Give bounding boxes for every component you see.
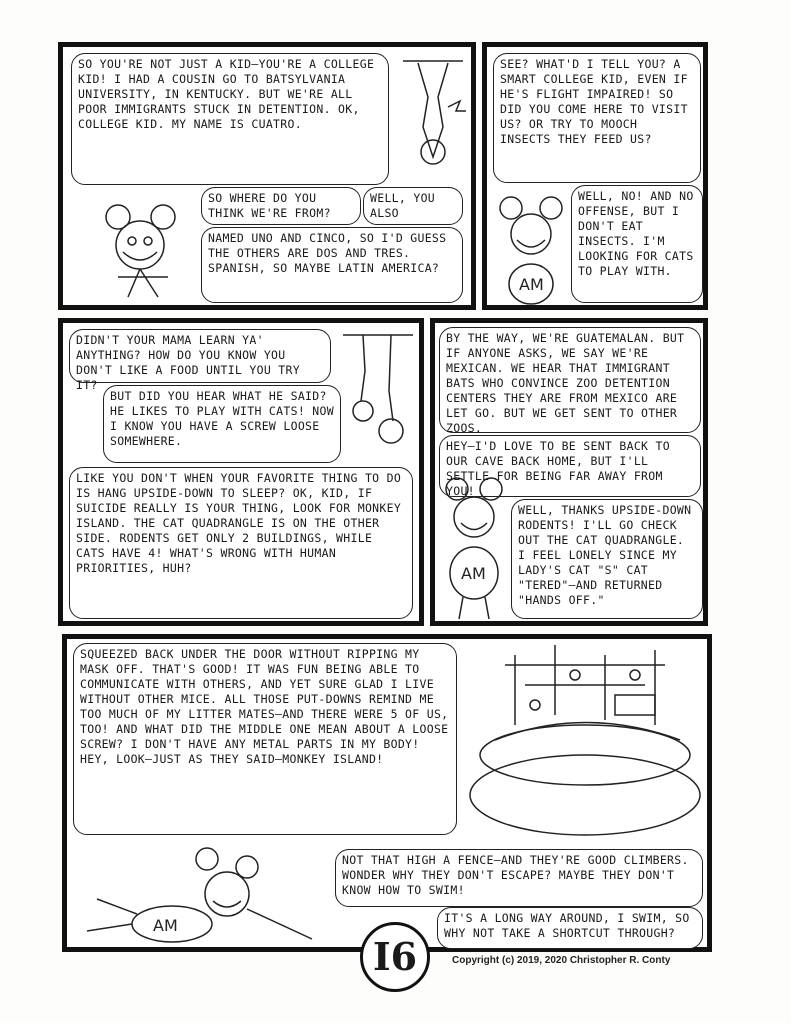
- panel-5-speech-bubble-2: IT'S A LONG WAY AROUND, I SWIM, SO WHY NOT TAKE A SHORTCUT THROUGH?: [437, 907, 703, 949]
- svg-text:AM: AM: [519, 275, 544, 294]
- panel-3-speech-bubble-2: BUT DID YOU HEAR WHAT HE SAID? HE LIKES TO PLAY WITH CATS! NOW I KNOW YOU HAVE A SCREW LOOSE SOMEWHERE.: [103, 385, 341, 463]
- panel-3: [58, 318, 424, 626]
- mouse-character-drawing: [495, 192, 570, 307]
- panel-3-speech-bubble-3: LIKE YOU DON'T WHEN YOUR FAVORITE THING TO DO IS HANG UPSIDE-DOWN TO SLEEP? OK, KID, IF SUICIDE REALLY IS YOUR THING, LOOK FOR MONKEY ISLAND. THE CAT QUADRANGLE IS ON THE OTHER SIDE. RODENTS GET ONLY 2 BUILDINGS, WHILE CATS HAVE 4! WHAT'S WRONG WITH HUMAN PRIORITIES, HUH?: [69, 467, 413, 619]
- panel-4-speech-bubble-1: BY THE WAY, WE'RE GUATEMALAN. BUT IF ANYONE ASKS, WE SAY WE'RE MEXICAN. WE HEAR THAT IMMIGRANT BATS WHO CONVINCE ZOO DETENTION CENTERS THEY ARE FROM MEXICO ARE LET GO. BUT WE GET SENT TO OTHER ZOOS.: [439, 327, 701, 433]
- panel-4-speech-bubble-2: HEY—I'D LOVE TO BE SENT BACK TO OUR CAVE BACK HOME, BUT I'LL SETTLE FOR BEING FAR AWAY FROM YOU!: [439, 435, 701, 497]
- mouse-lying-drawing: [77, 839, 327, 949]
- panel-3-speech-bubble-1: DIDN'T YOUR MAMA LEARN YA' ANYTHING? HOW DO YOU KNOW YOU DON'T LIKE A FOOD UNTIL YOU TRY IT?: [69, 329, 331, 383]
- panel-4: [430, 318, 708, 626]
- panel-5-speech-bubble-1: NOT THAT HIGH A FENCE—AND THEY'RE GOOD CLIMBERS. WONDER WHY THEY DON'T ESCAPE? MAYBE THEY DON'T KNOW HOW TO SWIM!: [335, 849, 703, 907]
- panel-1-speech-bubble-2: SO WHERE DO YOU THINK WE'RE FROM?: [201, 187, 361, 225]
- panel-1-speech-bubble-1: SO YOU'RE NOT JUST A KID—YOU'RE A COLLEGE KID! I HAD A COUSIN GO TO BATSYLVANIA UNIVERSITY, IN KENTUCKY. BUT WE'RE ALL POOR IMMIGRANTS STUCK IN DETENTION. OK, COLLEGE KID. MY NAME IS CUATRO.: [71, 53, 389, 185]
- panel-5-caption-box: SQUEEZED BACK UNDER THE DOOR WITHOUT RIPPING MY MASK OFF. THAT'S GOOD! IT WAS FUN BEING ABLE TO COMMUNICATE WITH OTHERS, AND YET SURE GLAD I LIVE WITHOUT OTHER MICE. ALL THOSE PUT-DOWNS REMIND ME TOO MUCH OF MY LITTER MATES—AND THERE WERE 5 OF US, TOO! AND WHAT DID THE MIDDLE ONE MEAN ABOUT A LOOSE SCREW? I DON'T HAVE ANY METAL PARTS IN MY BODY! HEY, LOOK—JUST AS THEY SAID—MONKEY ISLAND!: [73, 643, 457, 835]
- page-number: I6: [360, 922, 430, 992]
- monkey-island-drawing: [465, 645, 705, 841]
- panel-1: [58, 42, 476, 310]
- mouse-character-drawing: [441, 473, 511, 623]
- copyright-notice: Copyright (c) 2019, 2020 Christopher R. Conty: [452, 955, 671, 966]
- svg-text:AM: AM: [153, 916, 178, 935]
- svg-text:AM: AM: [461, 564, 486, 583]
- panel-2: [482, 42, 708, 310]
- mouse-character-drawing: [88, 197, 198, 307]
- panel-4-speech-bubble-3: WELL, THANKS UPSIDE-DOWN RODENTS! I'LL GO CHECK OUT THE CAT QUADRANGLE. I FEEL LONELY SINCE MY LADY'S CAT "S" CAT "TERED"—AND RETURNED "HANDS OFF.": [511, 499, 703, 619]
- panel-1-speech-bubble-3: WELL, YOU ALSO: [363, 187, 463, 225]
- panel-5: [62, 634, 712, 952]
- hanging-bat-drawing: [393, 57, 473, 177]
- panel-2-speech-bubble-1: SEE? WHAT'D I TELL YOU? A SMART COLLEGE KID, EVEN IF HE'S FLIGHT IMPAIRED! SO DID YOU COME HERE TO VISIT US? OR TRY TO MOOCH INSECTS THEY FEED US?: [493, 53, 701, 183]
- panel-1-speech-bubble-4: NAMED UNO AND CINCO, SO I'D GUESS THE OTHERS ARE DOS AND TRES. SPANISH, SO MAYBE LATIN AMERICA?: [201, 227, 463, 303]
- panel-2-speech-bubble-2: WELL, NO! AND NO OFFENSE, BUT I DON'T EAT INSECTS. I'M LOOKING FOR CATS TO PLAY WITH.: [571, 185, 703, 303]
- hanging-bats-drawing: [343, 331, 413, 461]
